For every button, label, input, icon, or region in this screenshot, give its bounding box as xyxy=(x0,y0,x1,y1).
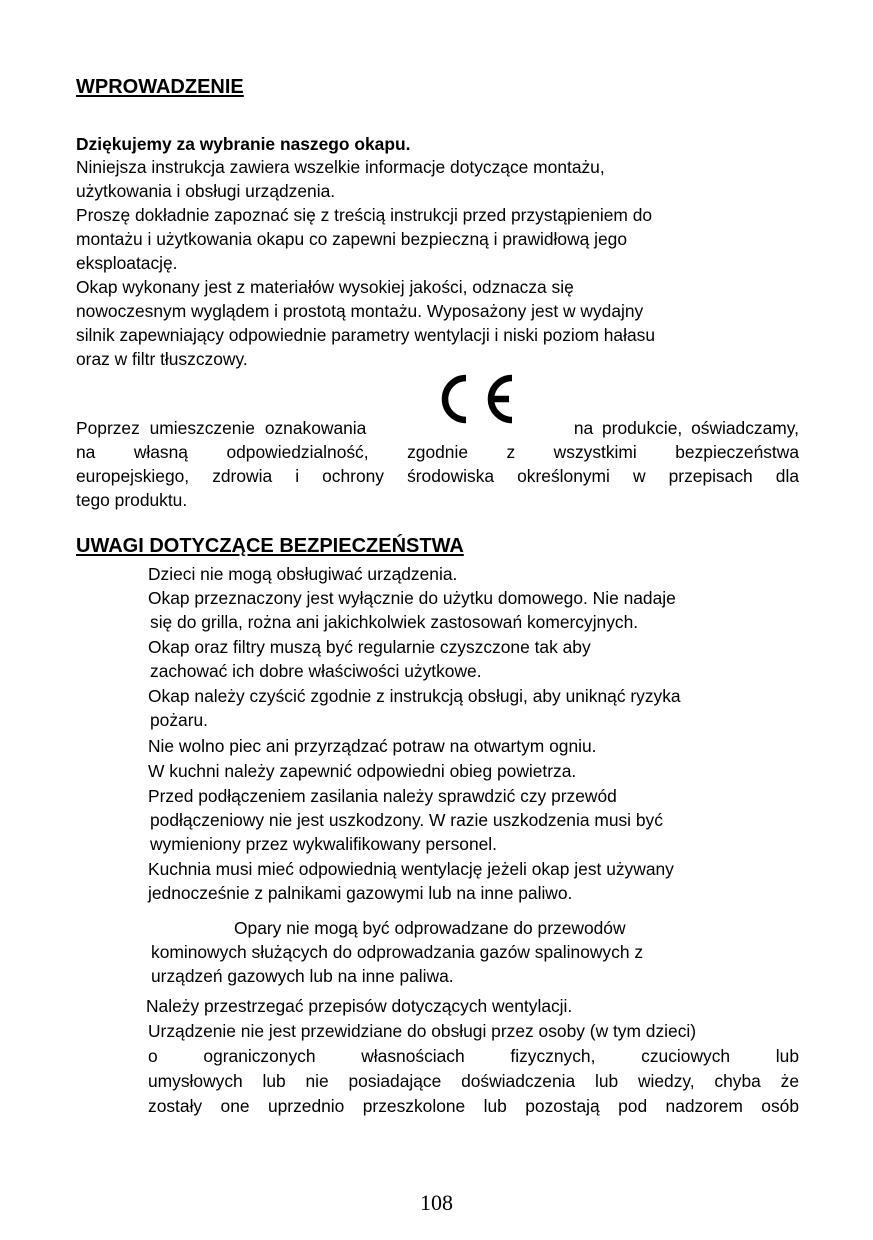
ce-line: tego produktu. xyxy=(76,490,188,510)
intro-line: nowoczesnym wyglądem i prostotą montażu. Wyposażony jest w wydajny xyxy=(76,301,644,321)
intro-line: Proszę dokładnie zapoznać się z treścią instrukcji przed przystąpieniem do xyxy=(76,205,653,225)
intro-line: użytkowania i obsługi urządzenia. xyxy=(76,181,336,201)
safety-line: wymieniony przez wykwalifikowany personel. xyxy=(150,834,497,854)
intro-thanks: Dziękujemy za wybranie naszego okapu. xyxy=(76,134,411,154)
ce-line: na własną odpowiedzialność, zgodnie z wszystkimi bezpieczeństwa xyxy=(76,442,799,462)
safety-line: Kuchnia musi mieć odpowiednią wentylację jeżeli okap jest używany xyxy=(148,859,674,879)
safety-line: urządzeń gazowych lub na inne paliwa. xyxy=(151,966,454,986)
safety-line: Okap należy czyścić zgodnie z instrukcją obsługi, aby uniknąć ryzyka xyxy=(148,686,681,706)
ce-after-text: na produkcie, oświadczamy, xyxy=(573,418,799,438)
safety-line: kominowych służących do odprowadzania gazów spalinowych z xyxy=(151,942,644,962)
safety-line: Okap oraz filtry muszą być regularnie czyszczone tak aby xyxy=(148,637,591,657)
ce-line: europejskiego, zdrowia i ochrony środowiska określonymi w przepisach dla xyxy=(76,466,799,486)
safety-line: zostały one uprzednio przeszkolone lub pozostają pod nadzorem osób xyxy=(148,1096,799,1116)
intro-line: Okap wykonany jest z materiałów wysokiej jakości, odznacza się xyxy=(76,277,574,297)
safety-line: się do grilla, rożna ani jakichkolwiek zastosowań komercyjnych. xyxy=(150,612,639,632)
intro-heading: WPROWADZENIE xyxy=(76,76,244,98)
safety-line: Dzieci nie mogą obsługiwać urządzenia. xyxy=(148,564,458,584)
safety-line: W kuchni należy zapewnić odpowiedni obieg powietrza. xyxy=(148,761,577,781)
ce-before-text: Poprzez umieszczenie oznakowania xyxy=(76,418,367,438)
ce-sentence-end xyxy=(529,416,799,440)
intro-line: Niniejsza instrukcja zawiera wszelkie informacje dotyczące montażu, xyxy=(76,157,605,177)
safety-line: Okap przeznaczony jest wyłącznie do użytku domowego. Nie nadaje xyxy=(148,588,676,608)
safety-heading: UWAGI DOTYCZĄCE BEZPIECZEŃSTWA xyxy=(76,535,464,557)
safety-line: Opary nie mogą być odprowadzane do przewodów xyxy=(234,918,626,938)
intro-line: silnik zapewniający odpowiednie parametry wentylacji i niski poziom hałasu xyxy=(76,325,656,345)
safety-line: umysłowych lub nie posiadające doświadczenia lub wiedzy, chyba że xyxy=(148,1071,799,1091)
page-number: 108 xyxy=(420,1190,453,1215)
safety-line: Urządzenie nie jest przewidziane do obsługi przez osoby (w tym dzieci) xyxy=(148,1021,697,1041)
intro-line: oraz w filtr tłuszczowy. xyxy=(76,349,248,369)
safety-line: jednocześnie z palnikami gazowymi lub na inne paliwo. xyxy=(148,883,573,903)
ce-mark-text: CE xyxy=(432,374,434,375)
safety-line: zachować ich dobre właściwości użytkowe. xyxy=(150,661,482,681)
safety-line: o ograniczonych własnościach fizycznych, czuciowych lub xyxy=(148,1046,799,1066)
safety-line: Nie wolno piec ani przyrządzać potraw na otwartym ogniu. xyxy=(148,736,597,756)
ce-sentence-start xyxy=(76,416,419,440)
safety-line: pożaru. xyxy=(150,710,209,730)
ce-mark-icon xyxy=(432,374,516,424)
safety-line: Przed podłączeniem zasilania należy sprawdzić czy przewód xyxy=(148,786,617,806)
safety-line: Należy przestrzegać przepisów dotyczących wentylacji. xyxy=(146,996,573,1016)
intro-line: eksploatację. xyxy=(76,253,178,273)
safety-line: podłączeniowy nie jest uszkodzony. W razie uszkodzenia musi być xyxy=(150,810,663,830)
intro-line: montażu i użytkowania okapu co zapewni bezpieczną i prawidłową jego xyxy=(76,229,628,249)
